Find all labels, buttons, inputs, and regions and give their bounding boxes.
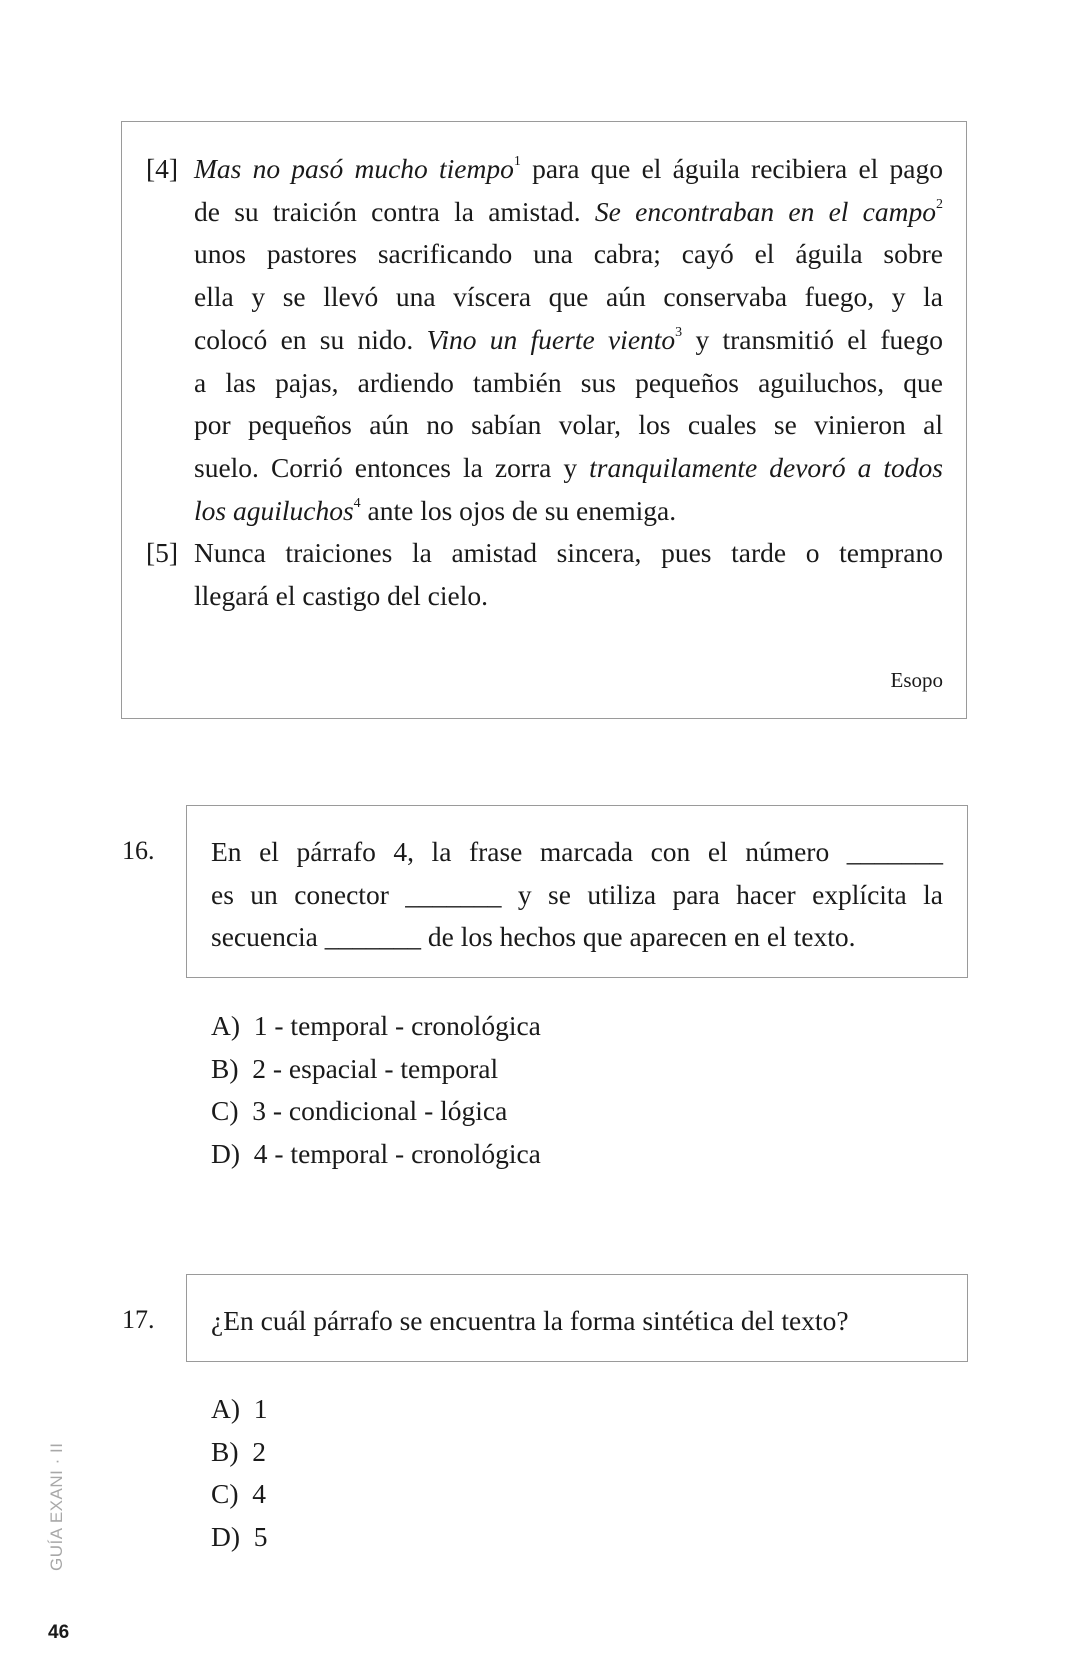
passage-line bbox=[194, 452, 943, 484]
text-segment: colocó en su nido. bbox=[194, 323, 427, 355]
passage-line bbox=[194, 580, 943, 612]
question-text-line: En el párrafo 4, la frase marcada con el número _______ bbox=[211, 836, 943, 867]
passage-line bbox=[194, 367, 943, 399]
page-number: 46 bbox=[48, 1622, 70, 1643]
paragraph-number: [4] bbox=[146, 153, 179, 184]
text-segment: de su traición contra la amistad. bbox=[194, 195, 595, 227]
guide-side-label: GUÍA EXANI · II bbox=[47, 1442, 66, 1571]
passage-line bbox=[194, 196, 943, 228]
highlighted-phrase: tranquilamente devoró a todos bbox=[589, 451, 943, 483]
answer-option: D) 4 - temporal - cronológica bbox=[211, 1138, 541, 1170]
paragraph-number: [5] bbox=[146, 537, 179, 569]
footnote-marker: 1 bbox=[513, 154, 521, 169]
answer-option: B) 2 bbox=[211, 1435, 266, 1467]
text-segment: para que el águila recibiera el pago bbox=[520, 153, 943, 184]
text-segment: llegará el castigo del cielo. bbox=[194, 580, 488, 611]
passage-line bbox=[194, 281, 943, 313]
question-text-line: secuencia _______ de los hechos que aparecen en el texto. bbox=[211, 921, 856, 953]
highlighted-phrase: Se encontraban en el campo bbox=[594, 195, 937, 227]
footnote-marker: 2 bbox=[936, 196, 944, 212]
footnote-marker: 4 bbox=[353, 495, 361, 511]
text-segment: por pequeños aún no sabían volar, los cuales se vinieron al bbox=[194, 409, 943, 441]
text-segment: y transmitió el fuego bbox=[682, 323, 944, 355]
text-segment: a las pajas, ardiendo también sus pequeños aguiluchos, que bbox=[194, 366, 943, 398]
passage-line bbox=[194, 495, 943, 527]
highlighted-phrase: los aguiluchos bbox=[194, 494, 354, 526]
answer-option: B) 2 - espacial - temporal bbox=[211, 1052, 499, 1084]
text-segment: ella y se llevó una víscera que aún conservaba fuego, y la bbox=[194, 281, 943, 313]
passage-line bbox=[194, 537, 943, 569]
answer-option: C) 4 bbox=[211, 1478, 266, 1510]
question-text-line: ¿En cuál párrafo se encuentra la forma sintética del texto? bbox=[211, 1305, 849, 1336]
question-17-number: 17. bbox=[122, 1305, 155, 1334]
text-segment: unos pastores sacrificando una cabra; cayó el águila sobre bbox=[194, 238, 943, 270]
text-segment: suelo. Corrió entonces la zorra y bbox=[194, 451, 590, 483]
passage-line bbox=[194, 324, 943, 356]
passage-author: Esopo bbox=[890, 668, 943, 692]
passage-line bbox=[194, 238, 943, 270]
text-segment: ante los ojos de su enemiga. bbox=[360, 494, 677, 526]
highlighted-phrase: Vino un fuerte viento bbox=[426, 323, 676, 355]
passage-line bbox=[194, 153, 943, 185]
footnote-marker: 3 bbox=[675, 324, 683, 340]
question-16-number: 16. bbox=[122, 836, 155, 865]
answer-option: C) 3 - condicional - lógica bbox=[211, 1095, 508, 1127]
passage-line bbox=[194, 409, 943, 441]
highlighted-phrase: Mas no pasó mucho tiempo bbox=[194, 153, 514, 184]
text-segment: Nunca traiciones la amistad sincera, pues tarde o temprano bbox=[194, 537, 943, 569]
answer-option: A) 1 - temporal - cronológica bbox=[211, 1010, 541, 1041]
answer-option: A) 1 bbox=[211, 1393, 268, 1424]
question-text-line: es un conector _______ y se utiliza para hacer explícita la bbox=[211, 878, 943, 910]
answer-option: D) 5 bbox=[211, 1521, 268, 1553]
